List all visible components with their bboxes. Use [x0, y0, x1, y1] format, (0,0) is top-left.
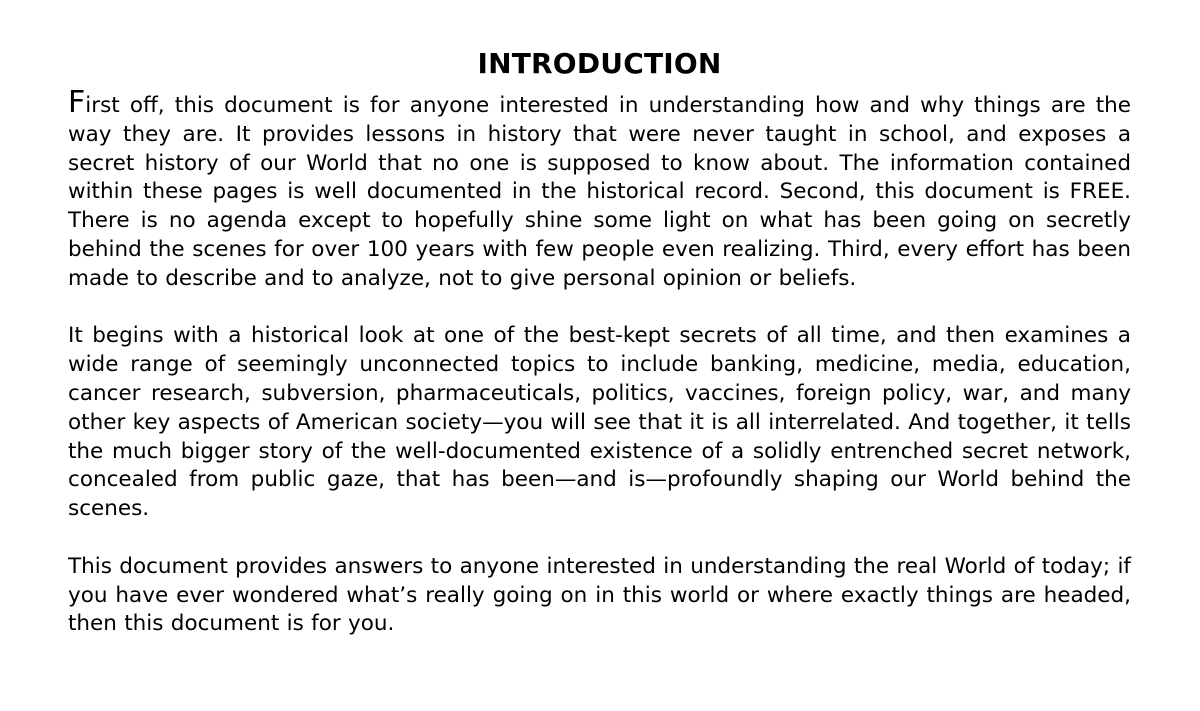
page-title: INTRODUCTION — [477, 47, 722, 80]
paragraph-overview: It begins with a historical look at one of the best-kept secrets of all time, and then examines a wide range of seemingly unconnected topics to include banking, medicine, media, education, cancer research, subversion, pharmaceuticals, politics, vaccines, foreign policy, war, and many other key aspects of American society—you will see that it is all interrelated. And together, it tells the much bigger story of the well-documented existence of a solidly entrenched secret network, concealed from public gaze, that has been—and is—profoundly shaping our World behind the scenes. — [68, 323, 1131, 522]
paragraph-conclusion: This document provides answers to anyone interested in understanding the real World of today; if you have ever wondered what’s really going on in this world or where exactly things are headed, then this document is for you. — [68, 553, 1131, 637]
paragraph-intro — [68, 85, 1131, 294]
drop-cap: F — [68, 85, 86, 120]
document-page — [68, 44, 1131, 639]
paragraph-intro-text: irst off, this document is for anyone interested in understanding how and why things are the way they are. It provides lessons in history that were never taught in school, and exposes a secret history of our World that no one is supposed to know about. The information contained within these pages is well documented in the historical record. Second, this document is FREE. There is no agenda except to hopefully shine some light on what has been going on secretly behind the scenes for over 100 years with few people even realizing. Third, every effort has been made to describe and to analyze, not to give personal opinion or beliefs. — [68, 93, 1131, 291]
